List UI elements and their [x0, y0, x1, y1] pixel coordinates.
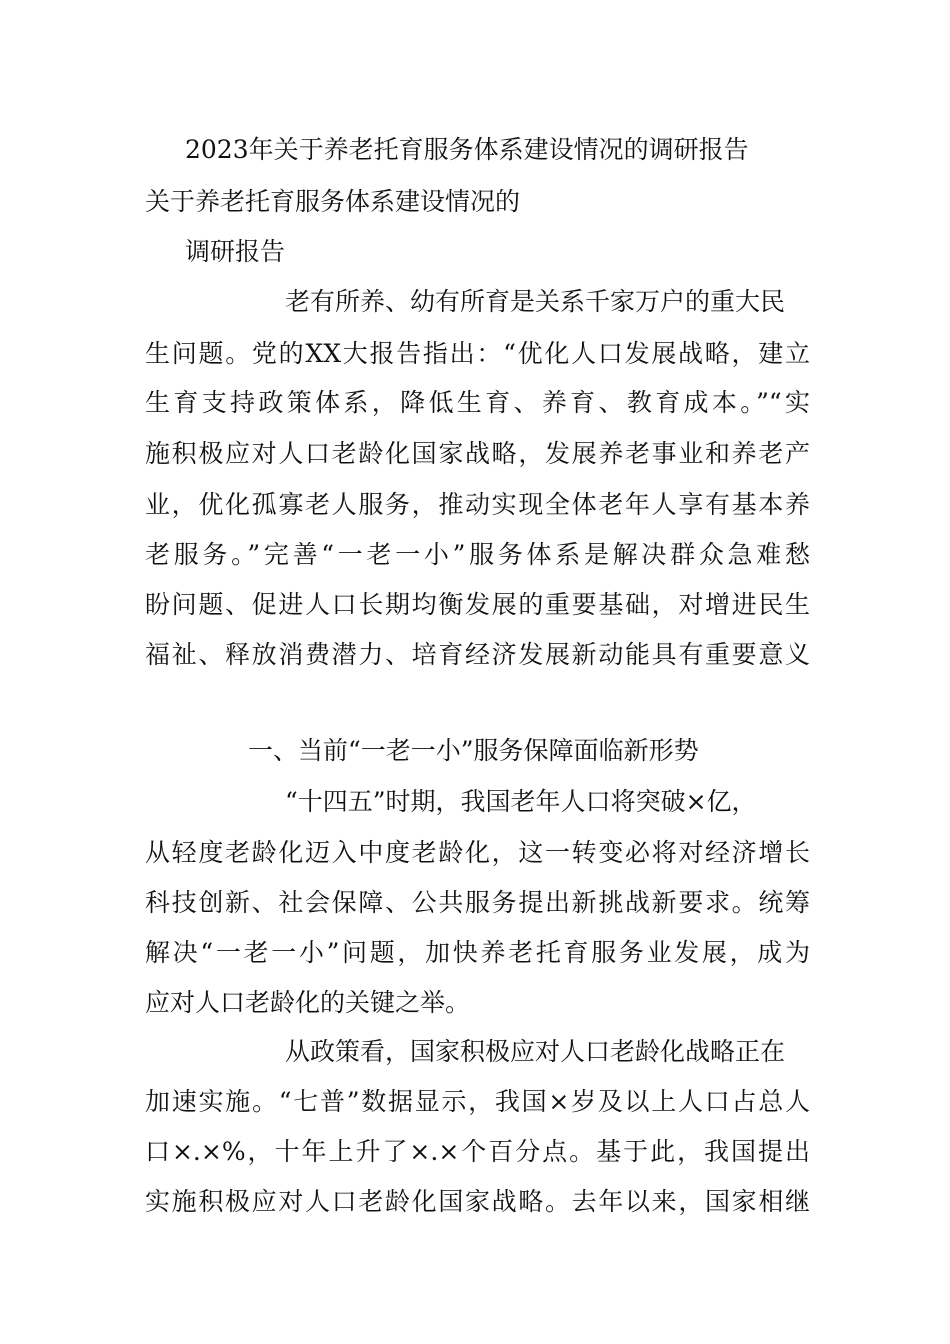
paragraph-1-line: 施积极应对人口老龄化国家战略，发展养老事业和养老产 [145, 439, 810, 468]
section-heading: 一、当前“一老一小”服务保障面临新形势 [248, 736, 699, 765]
paragraph-2-line: 从轻度老龄化迈入中度老龄化，这一转变必将对经济增长 [145, 838, 810, 867]
paragraph-1-line: 生问题。党的XX大报告指出：“优化人口发展战略，建立 [145, 339, 810, 368]
paragraph-2-line: “十四五”时期，我国老年人口将突破×亿， [285, 787, 757, 816]
document-subtitle-line-2: 调研报告 [185, 237, 286, 266]
paragraph-2-line: 科技创新、社会保障、公共服务提出新挑战新要求。统筹 [145, 888, 810, 917]
document-title: 2023年关于养老托育服务体系建设情况的调研报告 [185, 135, 749, 164]
paragraph-1-line: 老服务。”完善“一老一小”服务体系是解决群众急难愁 [145, 540, 810, 569]
paragraph-1-line: 盼问题、促进人口长期均衡发展的重要基础，对增进民生 [145, 590, 810, 619]
paragraph-1-line: 业，优化孤寡老人服务，推动实现全体老年人享有基本养 [145, 490, 810, 519]
paragraph-3-line: 实施积极应对人口老龄化国家战略。去年以来，国家相继 [145, 1187, 810, 1216]
paragraph-3-line: 从政策看，国家积极应对人口老龄化战略正在 [285, 1037, 786, 1066]
paragraph-1-line: 老有所养、幼有所育是关系千家万户的重大民 [285, 287, 786, 316]
paragraph-3-line: 口×.×%，十年上升了×.×个百分点。基于此，我国提出 [145, 1137, 810, 1166]
document-subtitle-line-1: 关于养老托育服务体系建设情况的 [145, 187, 521, 216]
paragraph-1-line: 福祉、释放消费潜力、培育经济发展新动能具有重要意义 [145, 640, 810, 669]
paragraph-1-line: 生育支持政策体系，降低生育、养育、教育成本。”“实 [145, 388, 810, 417]
paragraph-2-line: 解决“一老一小”问题，加快养老托育服务业发展，成为 [145, 938, 810, 967]
paragraph-3-line: 加速实施。“七普”数据显示，我国×岁及以上人口占总人 [145, 1087, 810, 1116]
paragraph-2-line: 应对人口老龄化的关键之举。 [145, 988, 471, 1017]
